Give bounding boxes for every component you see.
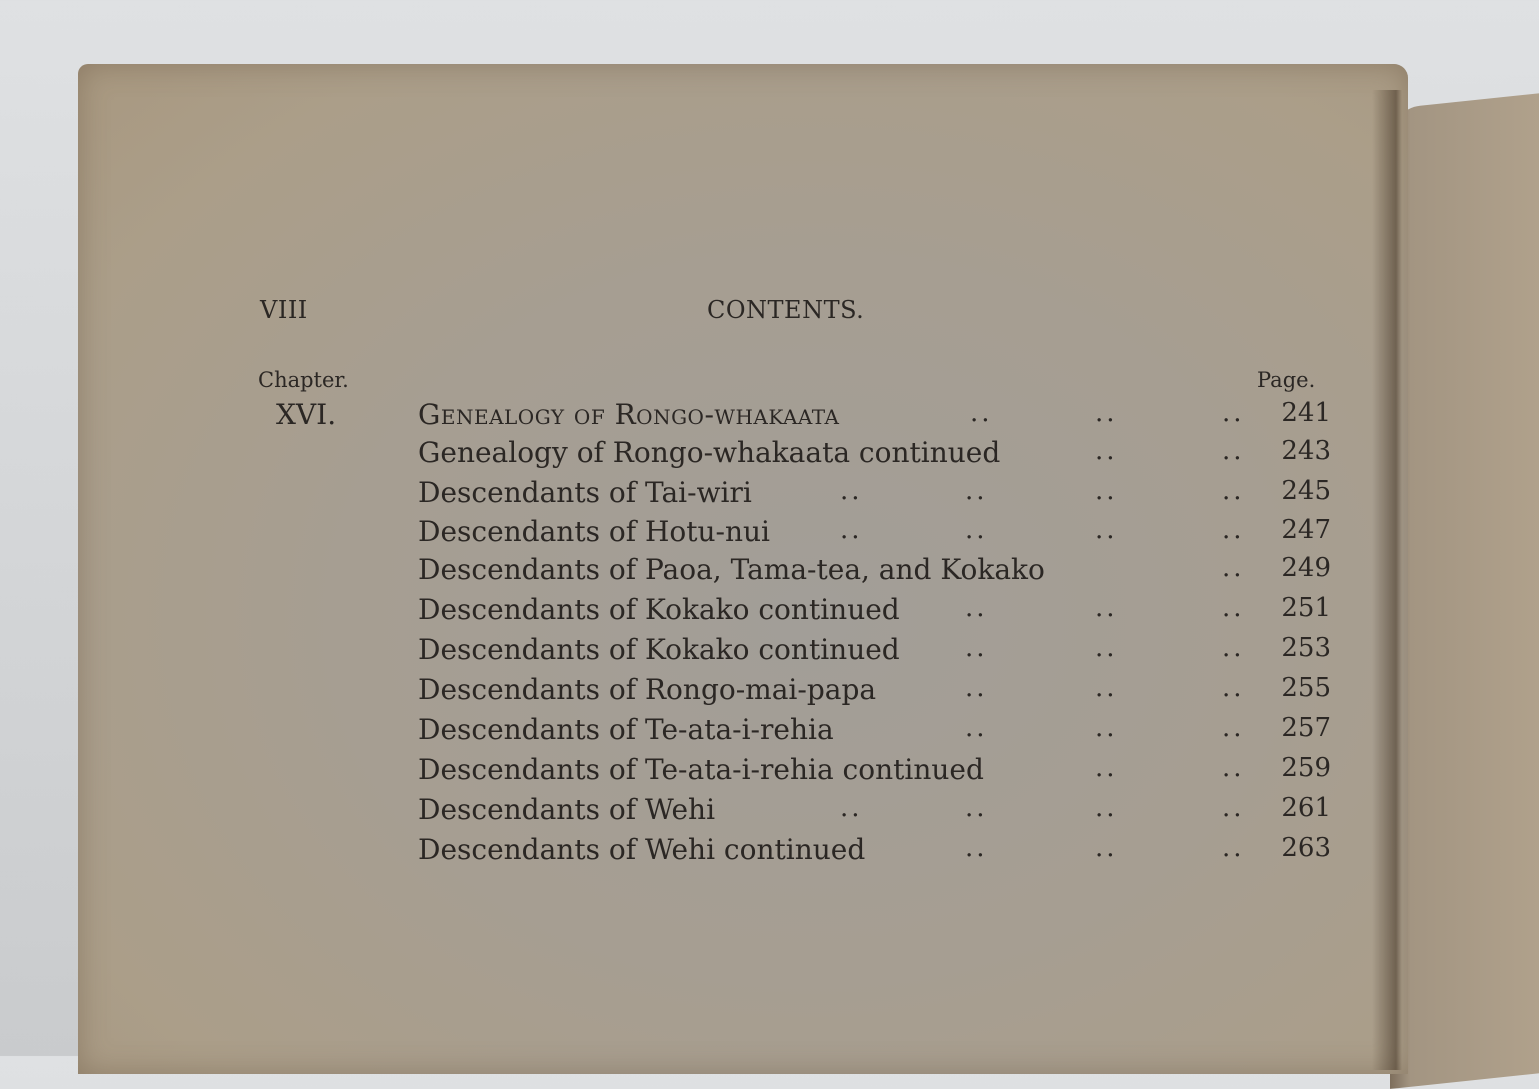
entry-title: Descendants of Wehi	[418, 793, 716, 826]
page-ref: 263	[1281, 833, 1331, 863]
leader-dots: ..	[1222, 633, 1245, 663]
leader-dots: ..	[840, 515, 863, 545]
leader-dots: ..	[965, 673, 988, 703]
contents-entry	[0, 833, 1539, 869]
page-number: VIII	[260, 296, 308, 324]
leader-dots: ..	[1095, 436, 1118, 466]
entry-title: Descendants of Kokako continued	[418, 633, 900, 666]
leader-dots: ..	[1095, 673, 1118, 703]
contents-entry	[0, 515, 1539, 551]
leader-dots: ..	[1222, 593, 1245, 623]
page-ref: 251	[1281, 593, 1331, 623]
contents-entry	[0, 713, 1539, 749]
leader-dots: ..	[1095, 398, 1118, 428]
leader-dots: ..	[1095, 515, 1118, 545]
leader-dots: ..	[840, 476, 863, 506]
leader-dots: ..	[965, 476, 988, 506]
leader-dots: ..	[970, 398, 993, 428]
entry-title: Descendants of Te-ata-i-rehia	[418, 713, 834, 746]
leader-dots: ..	[1222, 793, 1245, 823]
page-column-header: Page.	[1257, 368, 1316, 392]
leader-dots: ..	[1222, 476, 1245, 506]
entry-title: Genealogy of Rongo-whakaata	[418, 398, 840, 431]
leader-dots: ..	[1095, 753, 1118, 783]
leader-dots: ..	[965, 713, 988, 743]
leader-dots: ..	[965, 633, 988, 663]
page-title: CONTENTS.	[707, 296, 865, 324]
contents-entry	[0, 398, 1539, 434]
page-ref: 261	[1281, 793, 1331, 823]
leader-dots: ..	[1095, 713, 1118, 743]
contents-entry	[0, 476, 1539, 512]
entry-title: Descendants of Kokako continued	[418, 593, 900, 626]
entry-title: Descendants of Tai-wiri	[418, 476, 752, 509]
contents-entry	[0, 793, 1539, 829]
leader-dots: ..	[965, 593, 988, 623]
page-ref: 259	[1281, 753, 1331, 783]
contents-entry	[0, 673, 1539, 709]
leader-dots: ..	[965, 833, 988, 863]
leader-dots: ..	[965, 793, 988, 823]
page-ref: 249	[1281, 553, 1331, 583]
leader-dots: ..	[1095, 793, 1118, 823]
leader-dots: ..	[1222, 553, 1245, 583]
facing-page-edge	[1390, 91, 1539, 1089]
contents-entry	[0, 753, 1539, 789]
entry-title: Descendants of Wehi continued	[418, 833, 866, 866]
leader-dots: ..	[1095, 593, 1118, 623]
leader-dots: ..	[1222, 833, 1245, 863]
leader-dots: ..	[1095, 633, 1118, 663]
entry-title: Genealogy of Rongo-whakaata continued	[418, 436, 1001, 469]
leader-dots: ..	[965, 515, 988, 545]
leader-dots: ..	[1222, 713, 1245, 743]
page-ref: 247	[1281, 515, 1331, 545]
chapter-column-header: Chapter.	[258, 368, 349, 392]
leader-dots: ..	[1222, 515, 1245, 545]
leader-dots: ..	[1222, 753, 1245, 783]
page-ref: 255	[1281, 673, 1331, 703]
chapter-number: XVI.	[276, 398, 337, 431]
page-ref: 257	[1281, 713, 1331, 743]
entry-title: Descendants of Hotu-nui	[418, 515, 771, 548]
leader-dots: ..	[1095, 476, 1118, 506]
contents-entry	[0, 436, 1539, 472]
contents-entry	[0, 553, 1539, 589]
contents-entry	[0, 633, 1539, 669]
page-ref: 245	[1281, 476, 1331, 506]
entry-title: Descendants of Te-ata-i-rehia continued	[418, 753, 984, 786]
leader-dots: ..	[1222, 673, 1245, 703]
page-ref: 243	[1281, 436, 1331, 466]
leader-dots: ..	[1095, 833, 1118, 863]
entry-title: Descendants of Rongo-mai-papa	[418, 673, 877, 706]
contents-entry	[0, 593, 1539, 629]
page-ref: 241	[1281, 398, 1331, 428]
leader-dots: ..	[840, 793, 863, 823]
leader-dots: ..	[1222, 436, 1245, 466]
leader-dots: ..	[1222, 398, 1245, 428]
entry-title: Descendants of Paoa, Tama-tea, and Kokako	[418, 553, 1045, 586]
page-ref: 253	[1281, 633, 1331, 663]
